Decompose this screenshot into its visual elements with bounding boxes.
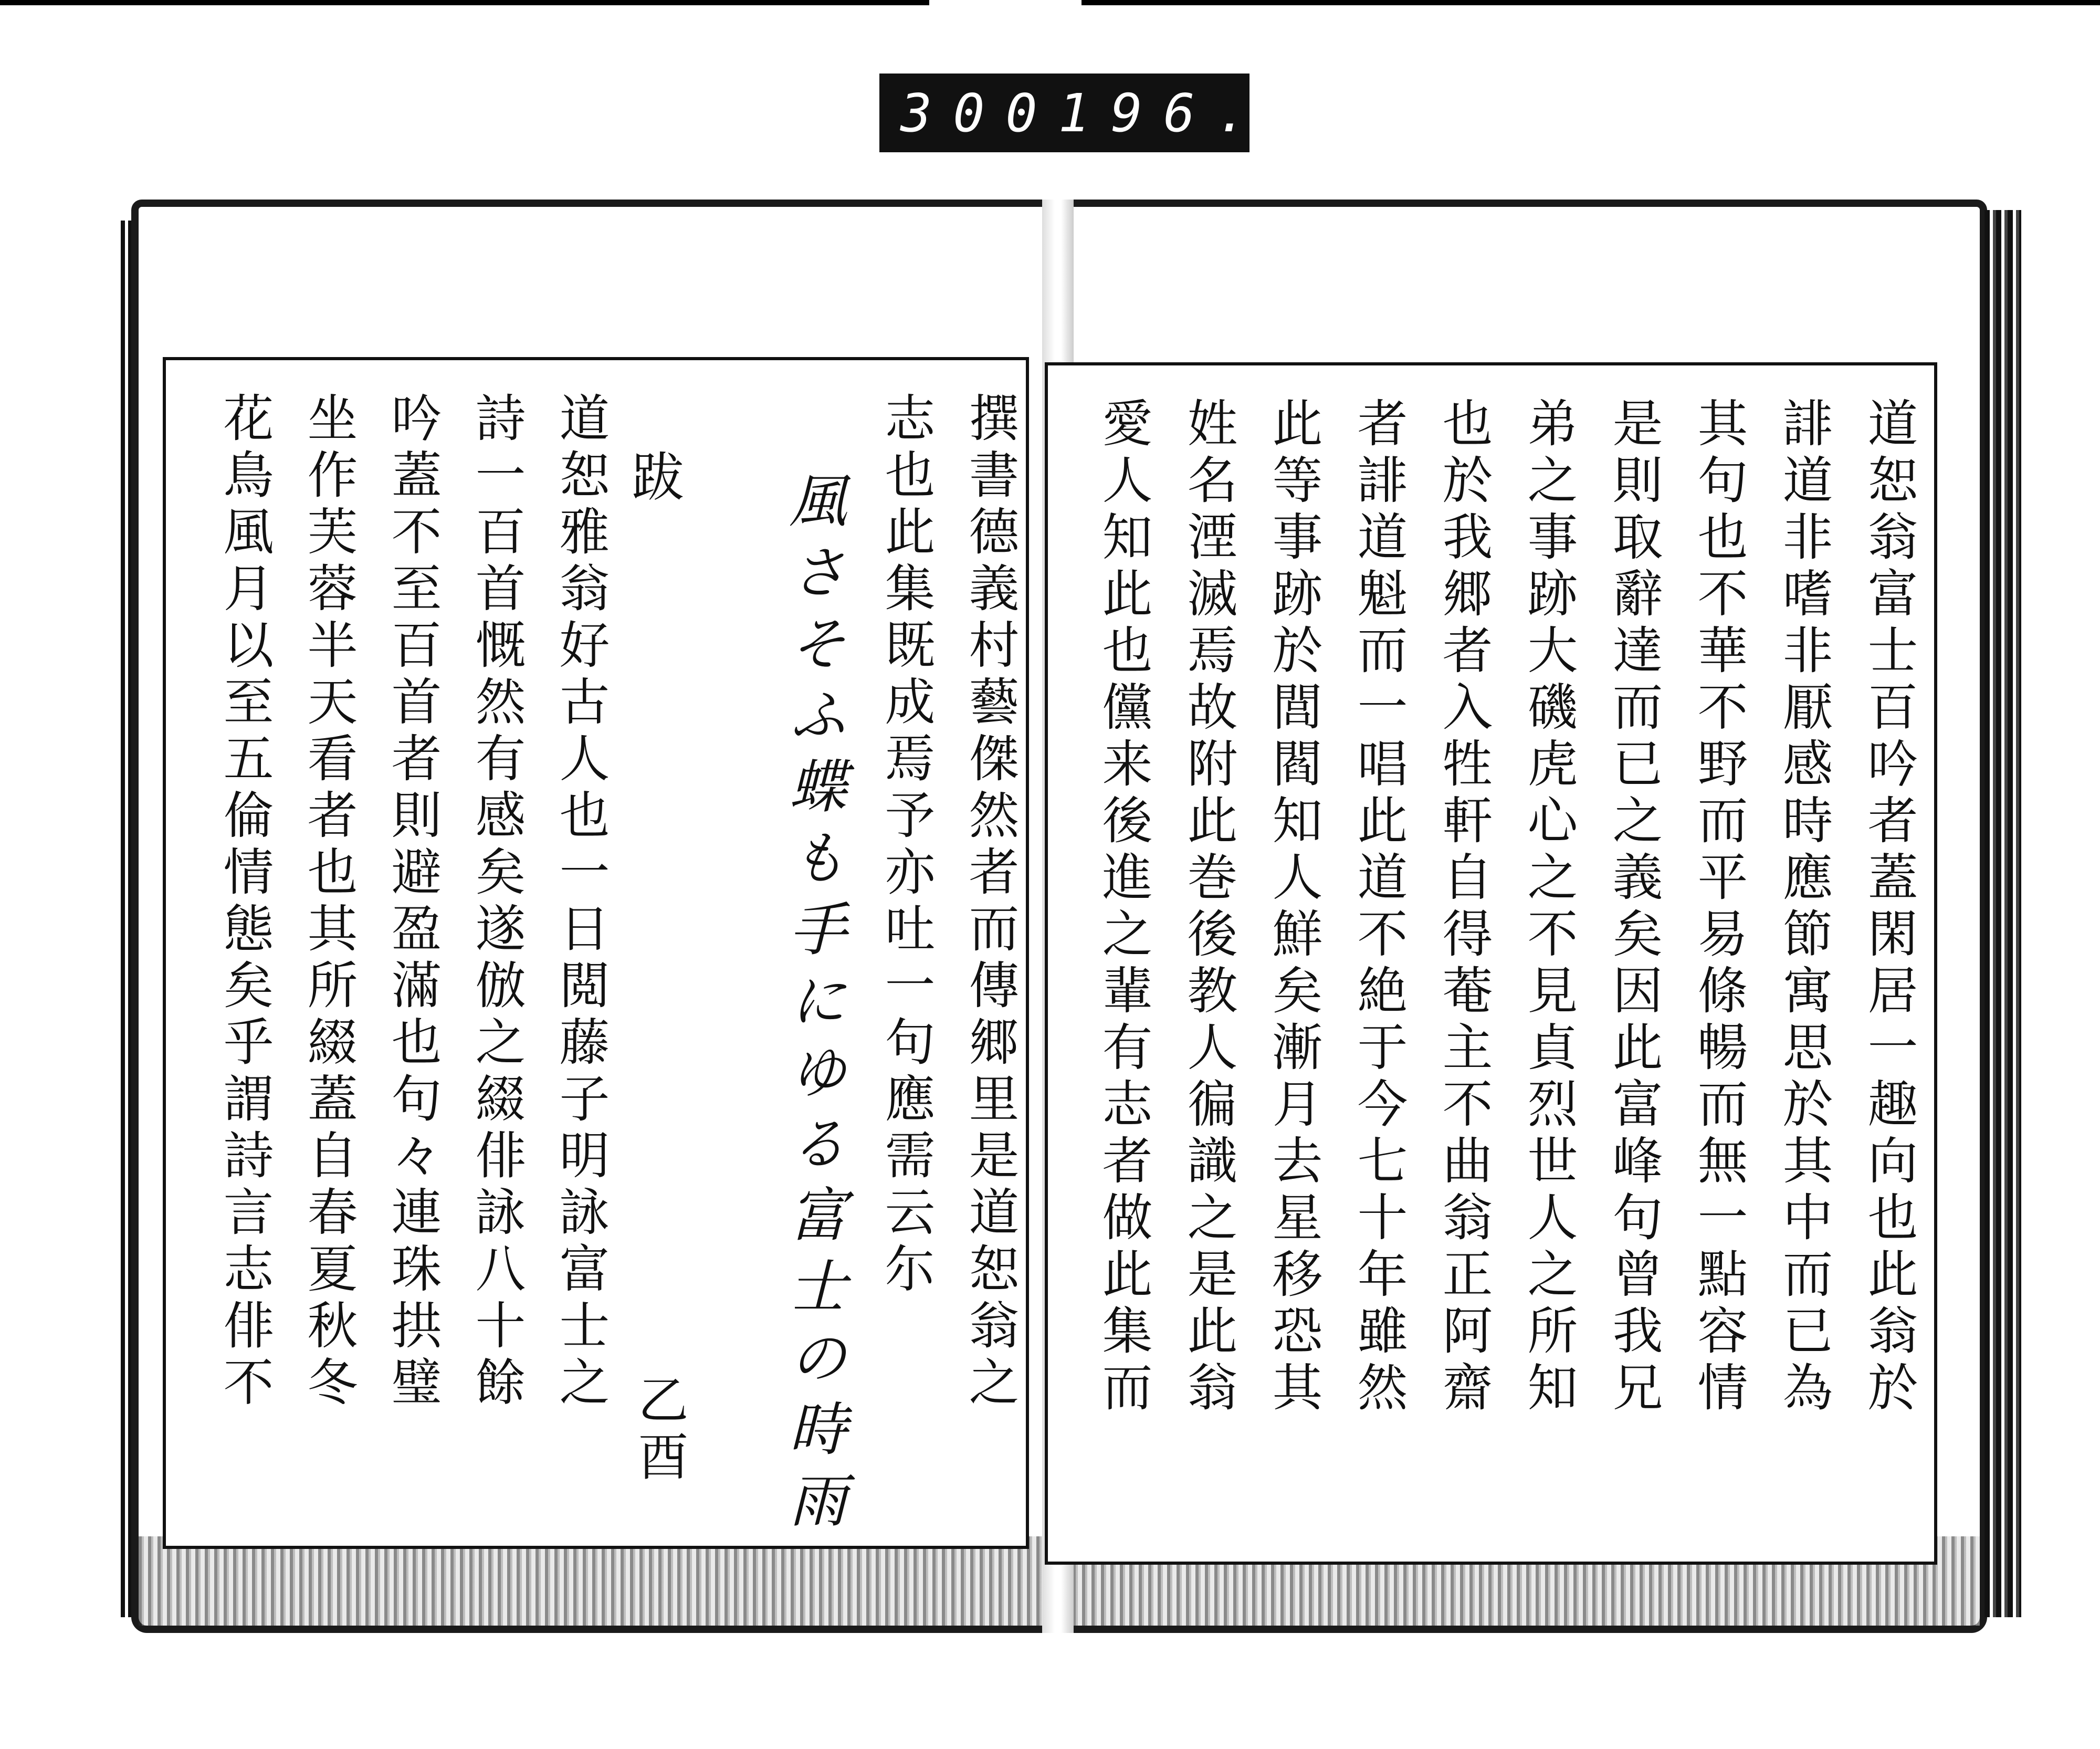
text-column: 誹道非嗜非厭感時應節寓思於其中而已為 <box>1774 397 1833 1418</box>
text-column: 姓名湮滅焉故附此巻後教人徧識之是此翁 <box>1179 397 1238 1418</box>
text-column: 者誹道魁而一唱此道不絶于今七十年雖然 <box>1349 397 1408 1418</box>
text-column: 也於我郷者入牲軒自得菴主不曲翁正阿齋 <box>1434 397 1493 1418</box>
right-page-text-frame <box>1045 362 1937 1565</box>
text-column: 道恕翁富士百吟者蓋閑居一趣向也此翁於 <box>1860 397 1918 1418</box>
book-edge-right <box>1984 210 2021 1617</box>
scan-edge-left <box>0 0 929 5</box>
scan-edge-right <box>1082 0 2100 5</box>
text-column: 道恕雅翁好古人也一日閲藤子明詠富士之 <box>551 392 610 1412</box>
text-column: 坐作芙蓉半天看者也其所綴蓋自春夏秋冬 <box>299 392 358 1412</box>
text-column: 吟蓋不至百首者則避盈滿也句々連珠拱璧 <box>383 392 442 1412</box>
text-column: 弟之事跡大磯虎心之不見貞烈世人之所知 <box>1519 397 1578 1418</box>
postface-heading: 跋 <box>623 449 684 502</box>
text-column: 愛人知此也儻来後進之輩有志者做此集而 <box>1094 397 1153 1418</box>
text-column: 志也此集既成焉予亦吐一句應需云尓 <box>877 392 936 1299</box>
haiku-signature: 風さそふ蝶も手にゆる富士の時雨 <box>780 470 847 1542</box>
date-annotation: 乙酉 <box>630 1374 689 1487</box>
catalog-number-left: 300 <box>900 82 1058 144</box>
catalog-number-label <box>879 74 1269 152</box>
text-column: 其句也不華不野而平易條暢而無一點容情 <box>1689 397 1748 1418</box>
text-column: 花鳥風月以至五倫情態矣乎謂詩言志俳不 <box>215 392 274 1412</box>
left-page-edge-shading <box>139 1536 1055 1626</box>
text-column: 此等事跡於閭閻知人鮮矣漸月去星移恐其 <box>1264 397 1323 1418</box>
left-page-text-frame <box>163 357 1029 1549</box>
catalog-number-right: 196. <box>1058 82 1269 144</box>
text-column: 是則取辭達而已之義矣因此富峰句曾我兄 <box>1604 397 1663 1418</box>
text-column: 詩一百首慨然有感矣遂倣之綴俳詠八十餘 <box>467 392 526 1412</box>
text-column: 撰書德義村藝傑然者而傳郷里是道恕翁之 <box>961 392 1020 1412</box>
